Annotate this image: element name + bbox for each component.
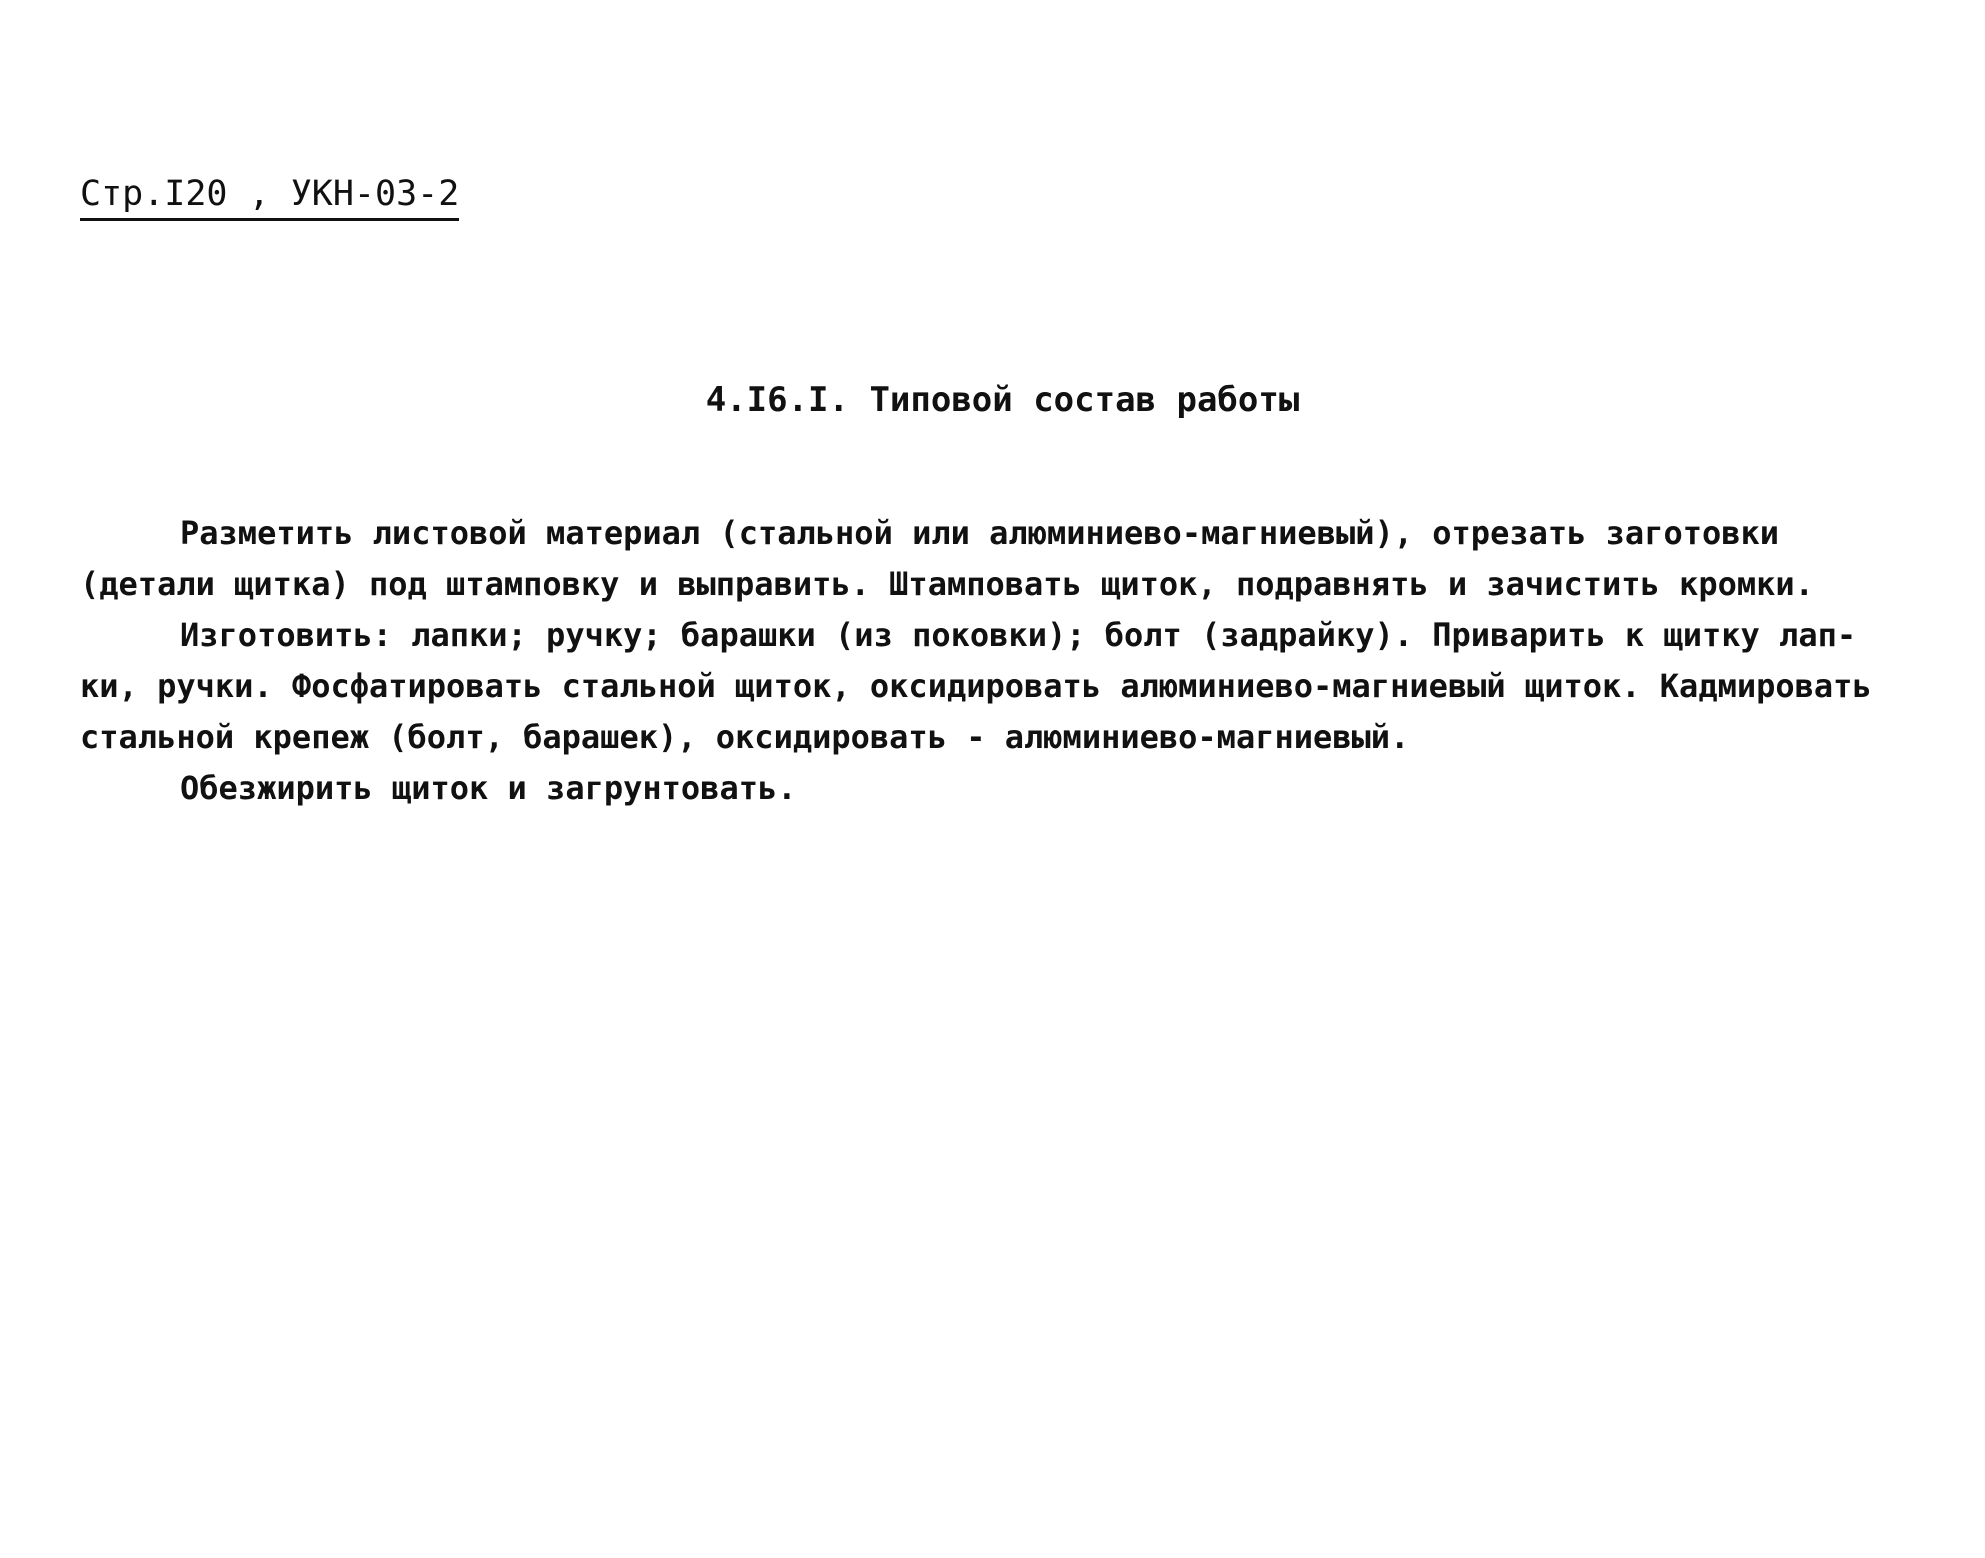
paragraph-2-line-1: Изготовить: лапки; ручку; барашки (из поковки); болт (задрайку). Приварить к щитку лап- bbox=[180, 616, 1857, 654]
paragraph-1-line-1: Разметить листовой материал (стальной или алюминиево-магниевый), отрезать заготовки bbox=[180, 514, 1780, 552]
page-header: Стр.I20 , УКН-03-2 bbox=[80, 172, 459, 221]
body-text bbox=[80, 508, 1950, 814]
paragraph-3-line-1: Обезжирить щиток и загрунтовать. bbox=[180, 769, 797, 807]
paragraph-2-line-3: стальной крепеж (болт, барашек), оксидировать - алюминиево-магниевый. bbox=[80, 718, 1410, 756]
paragraph-2-line-2: ки, ручки. Фосфатировать стальной щиток, оксидировать алюминиево-магниевый щиток. Кадмировать bbox=[80, 667, 1872, 705]
paragraph-1-line-2: (детали щитка) под штамповку и выправить. Штамповать щиток, подравнять и зачистить кромки. bbox=[80, 565, 1814, 603]
section-title: 4.I6.I. Типовой состав работы bbox=[705, 380, 1300, 420]
